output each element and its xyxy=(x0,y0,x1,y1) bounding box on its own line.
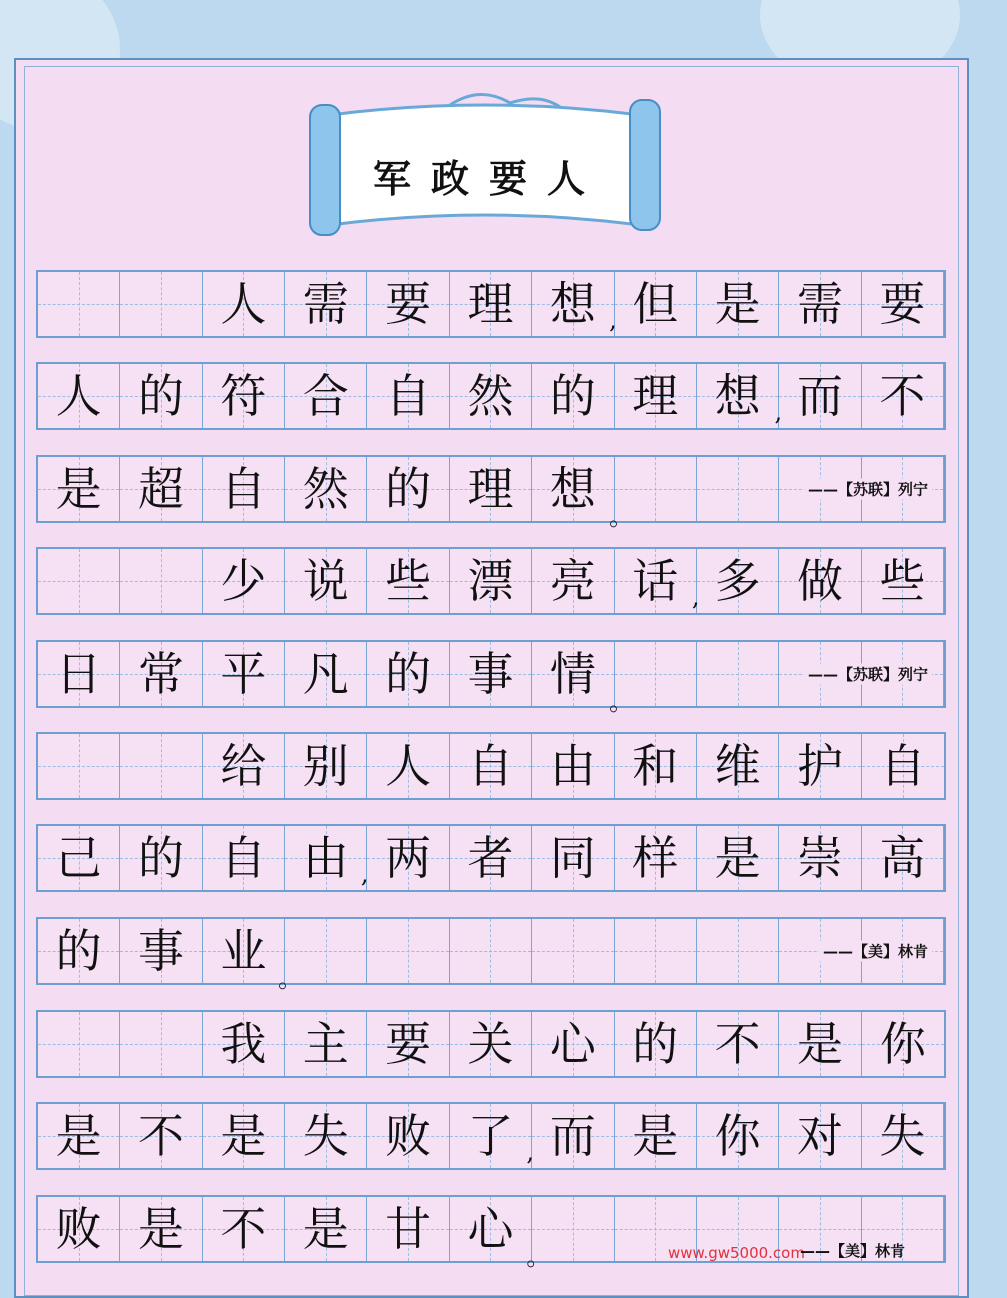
grid-cell xyxy=(779,734,861,798)
grid-cell xyxy=(450,919,532,983)
grid-cell xyxy=(203,1012,285,1076)
character: 漂 xyxy=(467,554,514,608)
watermark-url: www.gw5000.com xyxy=(668,1244,805,1262)
character: 的 xyxy=(138,831,185,885)
grid-cell xyxy=(779,1104,861,1168)
character: 业 xyxy=(220,924,267,978)
punctuation-mark: , xyxy=(691,583,700,611)
grid-cell xyxy=(615,549,697,613)
character: 超 xyxy=(138,462,185,516)
grid-cell xyxy=(862,272,944,336)
character: 己 xyxy=(55,831,102,885)
grid-row xyxy=(36,1102,946,1170)
character: 自 xyxy=(467,739,514,793)
grid-row xyxy=(36,270,946,338)
character: 的 xyxy=(385,462,432,516)
grid-cell xyxy=(203,549,285,613)
grid-cell xyxy=(615,919,697,983)
character: 败 xyxy=(385,1109,432,1163)
grid-cell xyxy=(120,1197,202,1261)
character: 了 xyxy=(467,1109,514,1163)
character: 说 xyxy=(302,554,349,608)
character: 心 xyxy=(549,1017,596,1071)
character: 需 xyxy=(302,277,349,331)
grid-cell xyxy=(367,1197,449,1261)
character: 而 xyxy=(796,369,843,423)
grid-cell xyxy=(367,1012,449,1076)
grid-cell xyxy=(450,457,532,521)
character: 高 xyxy=(879,831,926,885)
character: 的 xyxy=(55,924,102,978)
character: 别 xyxy=(302,739,349,793)
grid-row xyxy=(36,732,946,800)
punctuation-mark: , xyxy=(360,860,369,888)
grid-cell xyxy=(615,734,697,798)
grid-cell xyxy=(38,642,120,706)
grid-cell xyxy=(779,1012,861,1076)
character: 的 xyxy=(632,1017,679,1071)
grid-cell xyxy=(38,826,120,890)
grid-cell xyxy=(38,1104,120,1168)
grid-cell xyxy=(38,364,120,428)
grid-cell xyxy=(450,1197,532,1261)
grid-cell xyxy=(615,1104,697,1168)
character: 是 xyxy=(796,1017,843,1071)
grid-cell xyxy=(367,549,449,613)
grid-cell xyxy=(120,642,202,706)
character: 两 xyxy=(385,831,432,885)
character: 不 xyxy=(879,369,926,423)
character: 些 xyxy=(879,554,926,608)
character: 你 xyxy=(714,1109,761,1163)
grid-cell xyxy=(367,1104,449,1168)
character: 但 xyxy=(632,277,679,331)
grid-cell xyxy=(532,734,614,798)
quote-attribution: ——【苏联】列宁 xyxy=(804,479,932,500)
character: 失 xyxy=(302,1109,349,1163)
grid-cell xyxy=(615,272,697,336)
character: 想 xyxy=(549,277,596,331)
grid-cell xyxy=(38,457,120,521)
character: 和 xyxy=(632,739,679,793)
grid-cell xyxy=(532,826,614,890)
punctuation-mark: , xyxy=(609,306,617,334)
grid-cell xyxy=(285,549,367,613)
punctuation-mark: , xyxy=(774,398,783,426)
grid-cell xyxy=(203,642,285,706)
grid-cell xyxy=(120,1104,202,1168)
grid-row xyxy=(36,1010,946,1078)
character: 事 xyxy=(467,647,514,701)
grid-cell xyxy=(450,1104,532,1168)
character: 要 xyxy=(879,277,926,331)
character: 符 xyxy=(220,369,267,423)
character: 维 xyxy=(714,739,761,793)
grid-cell xyxy=(285,1104,367,1168)
grid-cell xyxy=(862,734,944,798)
character: 日 xyxy=(55,647,102,701)
character: 然 xyxy=(467,369,514,423)
page-title: 军政要人 xyxy=(372,157,605,201)
grid-cell xyxy=(285,364,367,428)
character: 合 xyxy=(302,369,349,423)
character: 自 xyxy=(879,739,926,793)
character: 凡 xyxy=(302,647,349,701)
character: 人 xyxy=(55,369,102,423)
character: 主 xyxy=(302,1017,349,1071)
grid-cell xyxy=(532,549,614,613)
character: 然 xyxy=(302,462,349,516)
character: 是 xyxy=(632,1109,679,1163)
grid-row xyxy=(36,640,946,716)
grid-cell xyxy=(38,549,120,613)
character: 平 xyxy=(220,647,267,701)
character: 人 xyxy=(385,739,432,793)
character: 想 xyxy=(549,462,596,516)
grid-cell xyxy=(203,734,285,798)
grid-cell xyxy=(120,1012,202,1076)
grid-cell xyxy=(367,826,449,890)
grid-cell xyxy=(38,1197,120,1261)
punctuation-mark: 。 xyxy=(609,503,634,531)
grid-cell xyxy=(120,364,202,428)
grid-cell xyxy=(285,1012,367,1076)
grid-cell xyxy=(697,549,779,613)
grid-cell xyxy=(38,734,120,798)
grid-cell xyxy=(450,272,532,336)
grid-cell xyxy=(367,642,449,706)
grid-cell xyxy=(532,919,614,983)
grid-cell xyxy=(38,272,120,336)
quote-attribution: ——【美】林肯 xyxy=(800,1242,906,1260)
character: 的 xyxy=(549,369,596,423)
character: 的 xyxy=(138,369,185,423)
character: 的 xyxy=(385,647,432,701)
grid-row xyxy=(36,824,946,892)
punctuation-mark: 。 xyxy=(278,965,303,993)
character: 不 xyxy=(220,1202,267,1256)
grid-cell xyxy=(615,364,697,428)
character: 给 xyxy=(220,739,267,793)
character: 不 xyxy=(714,1017,761,1071)
character: 崇 xyxy=(796,831,843,885)
grid-row xyxy=(36,547,946,615)
character: 对 xyxy=(796,1109,843,1163)
character: 亮 xyxy=(549,554,596,608)
grid-cell xyxy=(697,1104,779,1168)
character: 自 xyxy=(385,369,432,423)
character: 做 xyxy=(796,554,843,608)
grid-row xyxy=(36,917,946,993)
character: 由 xyxy=(549,739,596,793)
character: 话 xyxy=(632,554,679,608)
grid-cell xyxy=(779,826,861,890)
grid-cell xyxy=(203,364,285,428)
character: 同 xyxy=(549,831,596,885)
grid-cell xyxy=(203,1197,285,1261)
grid-cell xyxy=(862,549,944,613)
grid-cell xyxy=(285,1197,367,1261)
grid-cell xyxy=(367,364,449,428)
character: 自 xyxy=(220,831,267,885)
grid-cell xyxy=(697,364,779,428)
character: 理 xyxy=(632,369,679,423)
character: 不 xyxy=(138,1109,185,1163)
grid-cell xyxy=(203,272,285,336)
grid-cell xyxy=(532,457,614,521)
grid-cell xyxy=(203,1104,285,1168)
grid-cell xyxy=(779,364,861,428)
grid-cell xyxy=(450,364,532,428)
grid-cell xyxy=(120,919,202,983)
character: 要 xyxy=(385,277,432,331)
grid-cell xyxy=(532,1104,614,1168)
character: 情 xyxy=(549,647,596,701)
character: 是 xyxy=(302,1202,349,1256)
grid-row xyxy=(36,455,946,531)
grid-cell xyxy=(367,734,449,798)
grid-cell xyxy=(285,642,367,706)
grid-cell xyxy=(697,272,779,336)
grid-cell xyxy=(120,457,202,521)
character: 要 xyxy=(385,1017,432,1071)
grid-cell xyxy=(450,549,532,613)
grid-cell xyxy=(120,826,202,890)
grid-cell xyxy=(285,734,367,798)
grid-cell xyxy=(779,549,861,613)
character: 是 xyxy=(138,1202,185,1256)
grid-cell xyxy=(532,1012,614,1076)
grid-cell xyxy=(120,549,202,613)
punctuation-mark: 。 xyxy=(526,1243,551,1271)
character: 事 xyxy=(138,924,185,978)
character: 而 xyxy=(549,1109,596,1163)
grid-cell xyxy=(285,272,367,336)
grid-cell xyxy=(120,734,202,798)
character: 是 xyxy=(714,831,761,885)
grid-cell xyxy=(862,1104,944,1168)
character: 自 xyxy=(220,462,267,516)
grid-cell xyxy=(38,919,120,983)
character: 些 xyxy=(385,554,432,608)
grid-cell xyxy=(697,734,779,798)
grid-cell xyxy=(203,826,285,890)
character: 败 xyxy=(55,1202,102,1256)
grid-cell xyxy=(697,919,779,983)
character: 需 xyxy=(796,277,843,331)
grid-cell xyxy=(203,919,285,983)
character: 我 xyxy=(220,1017,267,1071)
character: 理 xyxy=(467,277,514,331)
character: 多 xyxy=(714,554,761,608)
punctuation-mark: , xyxy=(526,1138,534,1166)
character: 是 xyxy=(55,1109,102,1163)
character: 是 xyxy=(714,277,761,331)
grid-cell xyxy=(862,826,944,890)
character: 人 xyxy=(220,277,267,331)
character: 是 xyxy=(220,1109,267,1163)
grid-cell xyxy=(697,1012,779,1076)
character: 你 xyxy=(879,1017,926,1071)
grid-cell xyxy=(450,826,532,890)
grid-cell xyxy=(697,642,779,706)
grid-cell xyxy=(367,457,449,521)
grid-cell xyxy=(450,642,532,706)
character: 样 xyxy=(632,831,679,885)
character: 关 xyxy=(467,1017,514,1071)
character: 甘 xyxy=(385,1202,432,1256)
quote-attribution: ——【苏联】列宁 xyxy=(804,664,932,685)
character: 是 xyxy=(55,462,102,516)
grid-cell xyxy=(38,1012,120,1076)
grid-cell xyxy=(532,642,614,706)
quote-attribution: ——【美】林肯 xyxy=(819,941,932,962)
grid-cell xyxy=(862,1012,944,1076)
character: 护 xyxy=(796,739,843,793)
grid-cell xyxy=(862,364,944,428)
grid-cell xyxy=(532,364,614,428)
grid-cell xyxy=(450,1012,532,1076)
grid-cell xyxy=(367,919,449,983)
character: 心 xyxy=(467,1202,514,1256)
grid-cell xyxy=(203,457,285,521)
character: 少 xyxy=(220,554,267,608)
grid-cell xyxy=(615,1012,697,1076)
character: 想 xyxy=(714,369,761,423)
grid-cell xyxy=(779,272,861,336)
punctuation-mark: 。 xyxy=(609,688,634,716)
character: 者 xyxy=(467,831,514,885)
character: 失 xyxy=(879,1109,926,1163)
grid-cell xyxy=(697,457,779,521)
character: 理 xyxy=(467,462,514,516)
character: 常 xyxy=(138,647,185,701)
grid-cell xyxy=(285,826,367,890)
grid-cell xyxy=(367,272,449,336)
grid-cell xyxy=(285,457,367,521)
grid-row xyxy=(36,362,946,430)
grid-cell xyxy=(120,272,202,336)
grid-cell xyxy=(532,272,614,336)
grid-cell xyxy=(450,734,532,798)
grid-cell xyxy=(615,826,697,890)
grid-cell xyxy=(697,826,779,890)
character: 由 xyxy=(302,831,349,885)
